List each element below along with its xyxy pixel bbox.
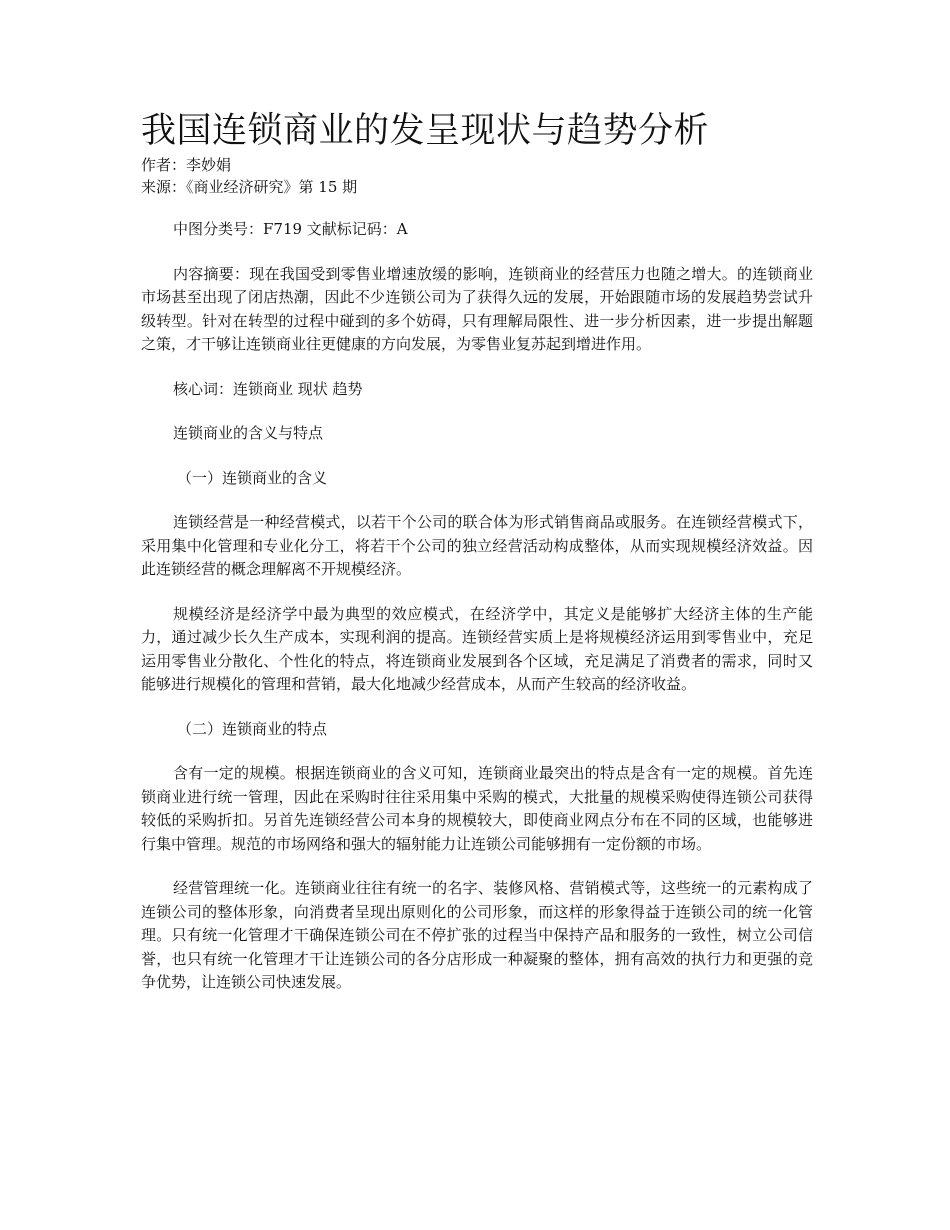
subsection-heading-2: （二）连锁商业的特点 [177,719,328,738]
source-line: 来源：《商业经济研究》第 15 期 [141,178,358,196]
body-paragraph-3: 含有一定的规模。根据连锁商业的含义可知，连锁商业最突出的特点是含有一定的规模。首先连锁商业进行统一管理，因此在采购时往往采用集中采购的模式，大批量的规模采购使得连锁公司获得较低的采购折扣。另首先连锁经营公司本身的规模较大，即使商业网点分布在不同的区域，也能够进行集中管理。规范的市场网络和强大的辐射能力让连锁公司能够拥有一定份额的市场。 [141,764,813,853]
abstract-paragraph: 内容摘要：现在我国受到零售业增速放缓的影响，连锁商业的经营压力也随之增大。的连锁商业市场甚至出现了闭店热潮，因此不少连锁公司为了获得久远的发展，开始跟随市场的发展趋势尝试升级转型。针对在转型的过程中碰到的多个妨碍，只有理解局限性、进一步分析因素，进一步提出解题之策，才干够让连锁商业往更健康的方向发展，为零售业复苏起到增进作用。 [141,264,813,353]
section-heading: 连锁商业的含义与特点 [173,424,324,442]
body-paragraph-2: 规模经济是经济学中最为典型的效应模式，在经济学中，其定义是能够扩大经济主体的生产能力，通过减少长久生产成本，实现利润的提高。连锁经营实质上是将规模经济运用到零售业中，充足运用零售业分散化、个性化的特点，将连锁商业发展到各个区域，充足满足了消费者的需求，同时又能够进行规模化的管理和营销，最大化地减少经营成本，从而产生较高的经济收益。 [141,604,813,693]
document-title: 我国连锁商业的发呈现状与趋势分析 [141,111,710,151]
author-line: 作者：李妙娟 [141,156,232,174]
body-paragraph-1: 连锁经营是一种经营模式，以若干个公司的联合体为形式销售商品或服务。在连锁经营模式下，采用集中化管理和专业化分工，将若干个公司的独立经营活动构成整体，从而实现规模经济效益。因此连锁经营的概念理解离不开规模经济。 [141,513,813,578]
body-paragraph-4: 经营管理统一化。连锁商业往往有统一的名字、装修风格、营销模式等，这些统一的元素构成了连锁公司的整体形象，向消费者呈现出原则化的公司形象，而这样的形象得益于连锁公司的统一化管理。只有统一化管理才干确保连锁公司在不停扩张的过程当中保持产品和服务的一致性，树立公司信誉，也只有统一化管理才干让连锁公司的各分店形成一种凝聚的整体，拥有高效的执行力和更强的竞争优势，让连锁公司快速发展。 [141,879,813,991]
document-page [141,108,813,995]
subsection-heading-1: （一）连锁商业的含义 [177,468,328,487]
classification-line: 中图分类号：F719 文献标记码：A [173,220,408,238]
keywords-line: 核心词：连锁商业 现状 趋势 [173,379,363,398]
